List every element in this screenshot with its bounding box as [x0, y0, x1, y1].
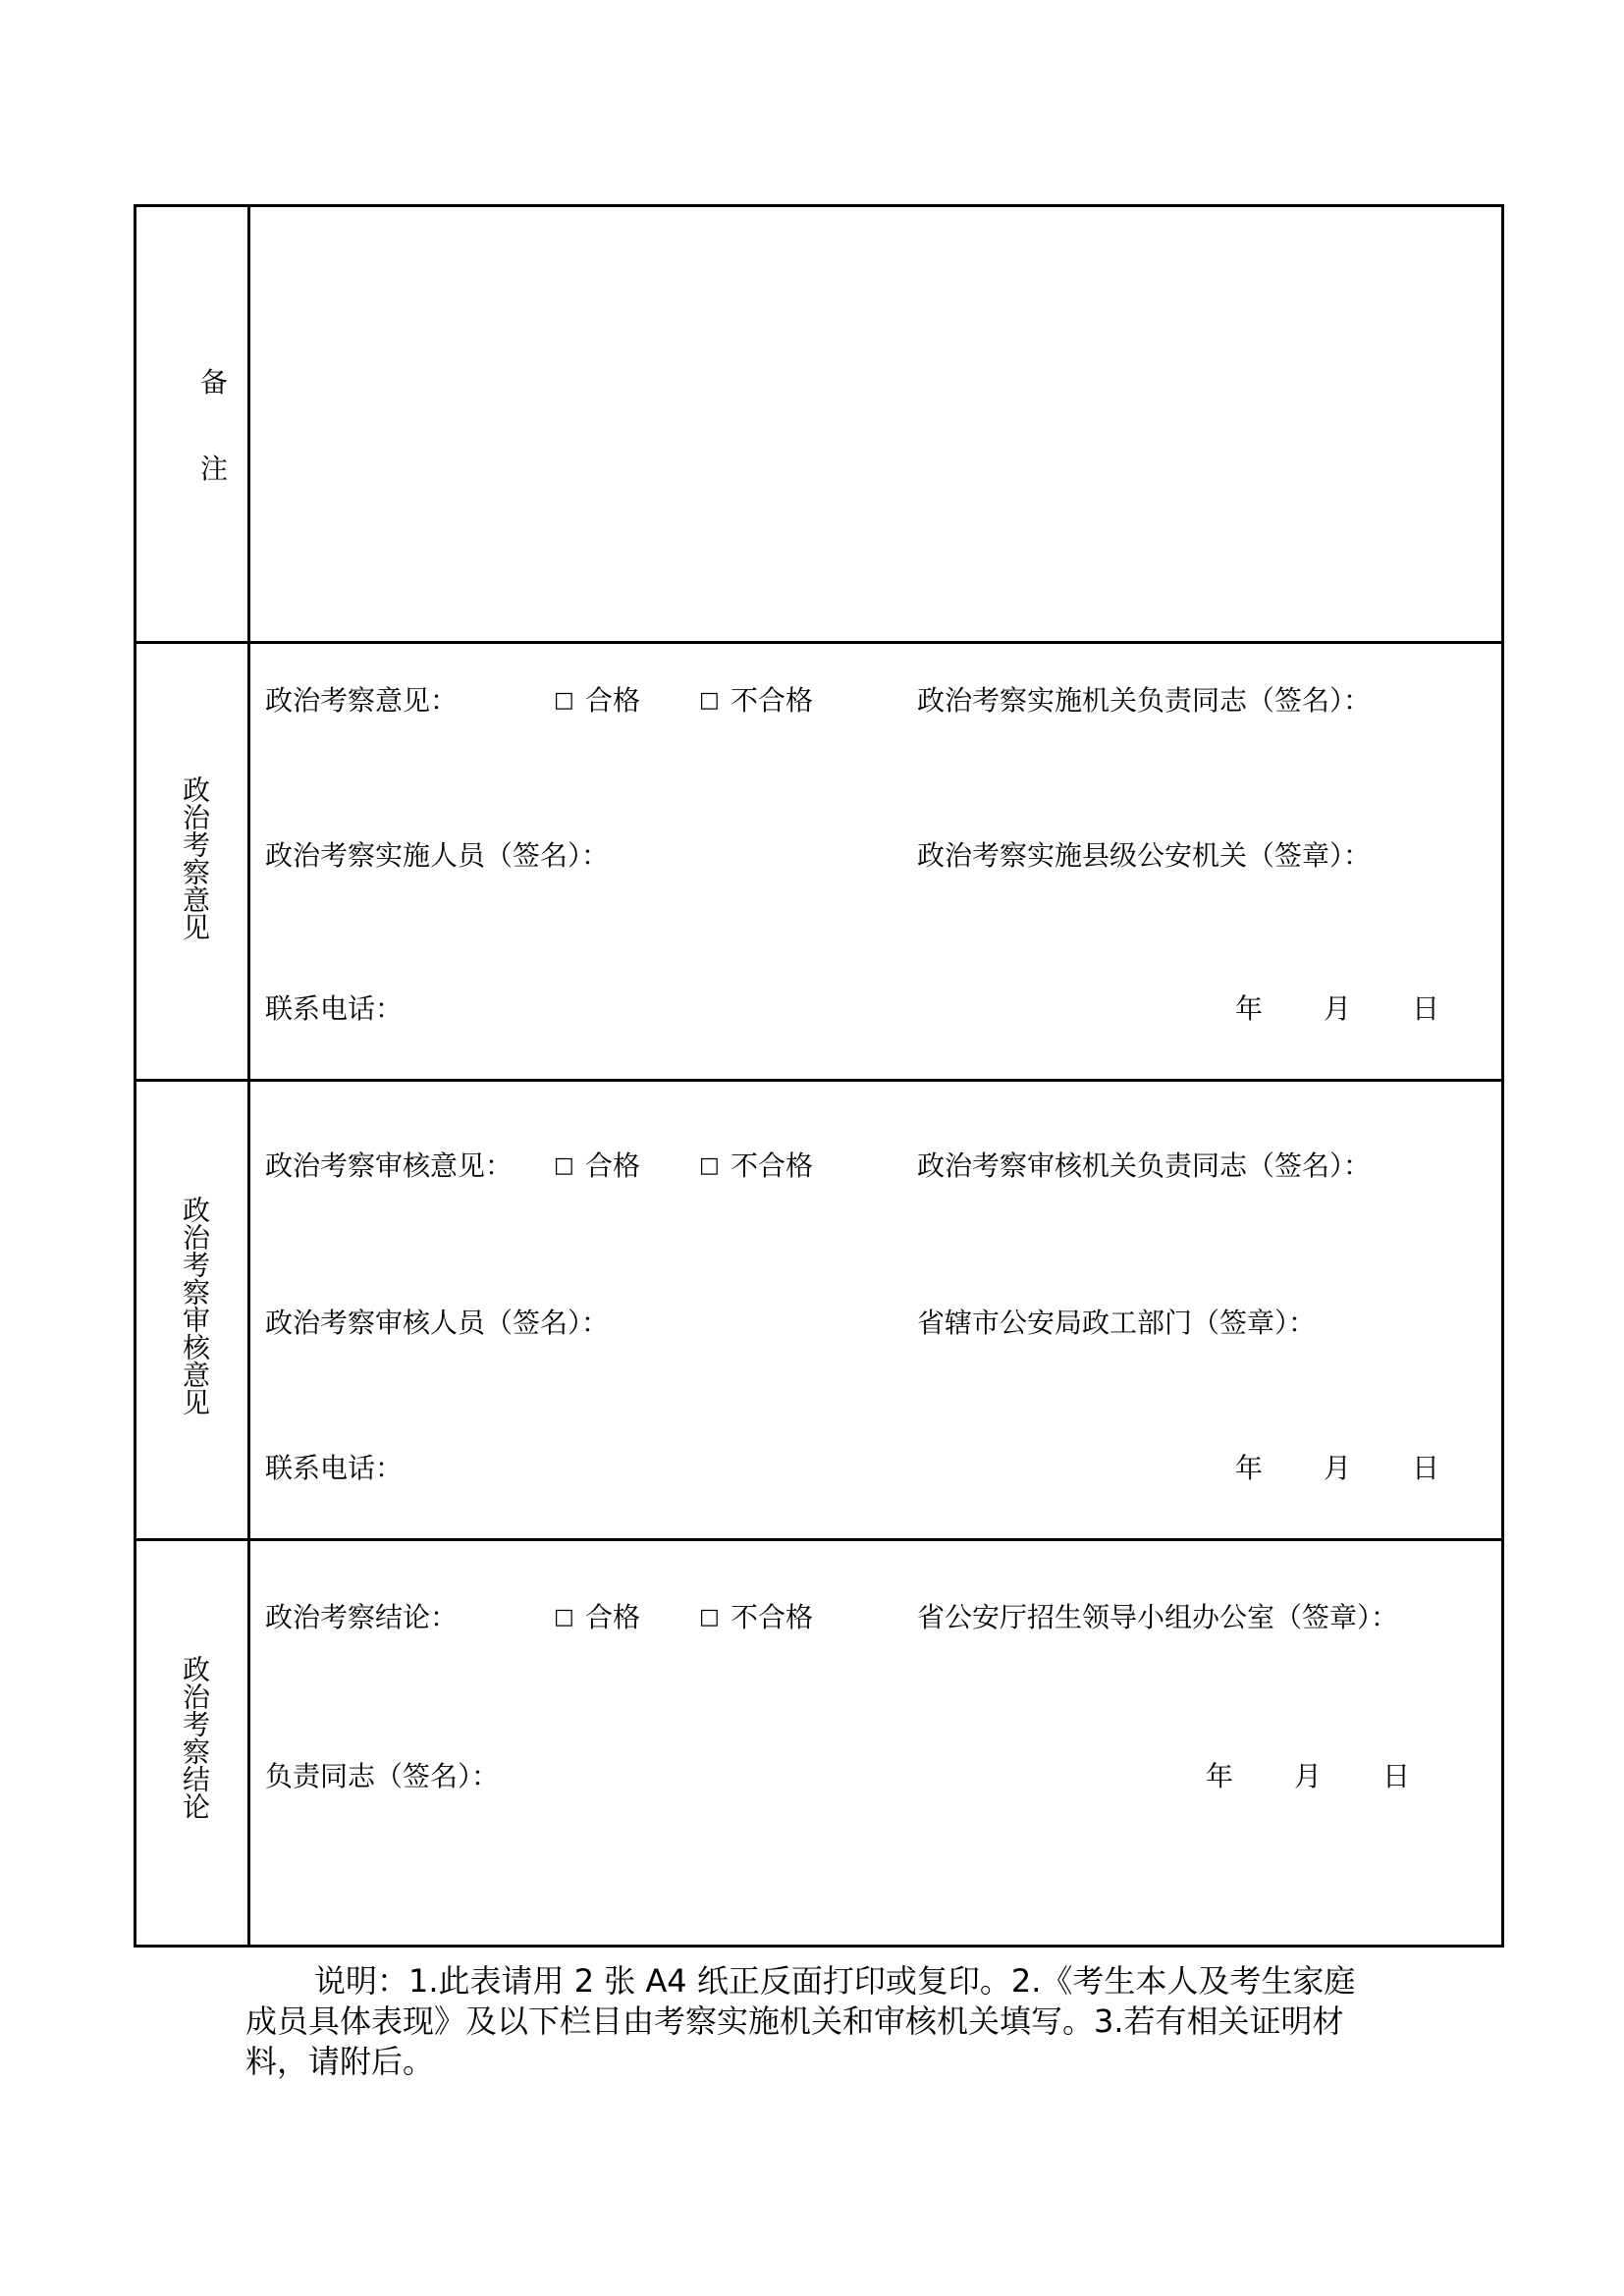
year-label: 年 [1235, 1452, 1264, 1484]
implementation-section-label: 政治考察意见 [179, 775, 211, 940]
day-label: 日 [1412, 1452, 1440, 1484]
footnote-line-1: 说明：1.此表请用 2 张 A4 纸正反面打印或复印。2.《考生本人及考生家庭 [314, 1962, 1356, 2000]
day-label: 日 [1382, 1760, 1411, 1792]
review-opinion-label: 政治考察审核意见： [265, 1149, 514, 1182]
conclusion-label: 政治考察结论： [265, 1601, 459, 1633]
office-seal-label: 省公安厅招生领导小组办公室（签章）： [917, 1601, 1399, 1633]
day-label: 日 [1412, 992, 1440, 1025]
remarks-field[interactable] [251, 208, 1500, 640]
review-phone-label: 联系电话： [265, 1452, 404, 1484]
remarks-label-2: 注 [200, 453, 229, 485]
remarks-label-1: 备 [200, 366, 229, 399]
pass-option-label: 合格 [585, 1601, 641, 1633]
leader-signature-label: 负责同志（签名）： [265, 1760, 500, 1792]
pass-checkbox[interactable]: □ [554, 1153, 574, 1178]
review-staff-signature-label: 政治考察审核人员（签名）： [265, 1307, 610, 1339]
row-divider [134, 1079, 1504, 1082]
implementation-opinion-label: 政治考察意见： [265, 684, 459, 717]
pass-option-label: 合格 [585, 684, 641, 717]
conclusion-section-label: 政治考察结论 [179, 1655, 211, 1820]
review-agency-seal-label: 省辖市公安局政工部门（签章）： [917, 1307, 1317, 1339]
fail-checkbox[interactable]: □ [699, 688, 720, 713]
review-leader-signature-label: 政治考察审核机关负责同志（签名）： [917, 1149, 1372, 1182]
implementation-agency-seal-label: 政治考察实施县级公安机关（签章）： [917, 839, 1372, 872]
implementation-phone-label: 联系电话： [265, 992, 404, 1025]
fail-checkbox[interactable]: □ [699, 1605, 720, 1629]
review-section-label: 政治考察审核意见 [179, 1196, 211, 1415]
row-divider [134, 641, 1504, 644]
fail-checkbox[interactable]: □ [699, 1153, 720, 1178]
row-divider [134, 1538, 1504, 1541]
month-label: 月 [1294, 1760, 1323, 1792]
footnote [245, 1961, 1394, 2082]
pass-checkbox[interactable]: □ [554, 1605, 574, 1629]
footnote-line-3: 料，请附后。 [245, 2043, 435, 2080]
footnote-line-2: 成员具体表现》及以下栏目由考察实施机关和审核机关填写。3.若有相关证明材 [245, 2002, 1344, 2040]
pass-checkbox[interactable]: □ [554, 688, 574, 713]
fail-option-label: 不合格 [731, 1149, 814, 1182]
year-label: 年 [1206, 1760, 1234, 1792]
pass-option-label: 合格 [585, 1149, 641, 1182]
month-label: 月 [1324, 992, 1352, 1025]
fail-option-label: 不合格 [731, 684, 814, 717]
implementation-staff-signature-label: 政治考察实施人员（签名）： [265, 839, 610, 872]
implementation-leader-signature-label: 政治考察实施机关负责同志（签名）： [917, 684, 1372, 717]
column-divider [247, 204, 250, 1948]
fail-option-label: 不合格 [731, 1601, 814, 1633]
month-label: 月 [1324, 1452, 1352, 1484]
year-label: 年 [1235, 992, 1264, 1025]
